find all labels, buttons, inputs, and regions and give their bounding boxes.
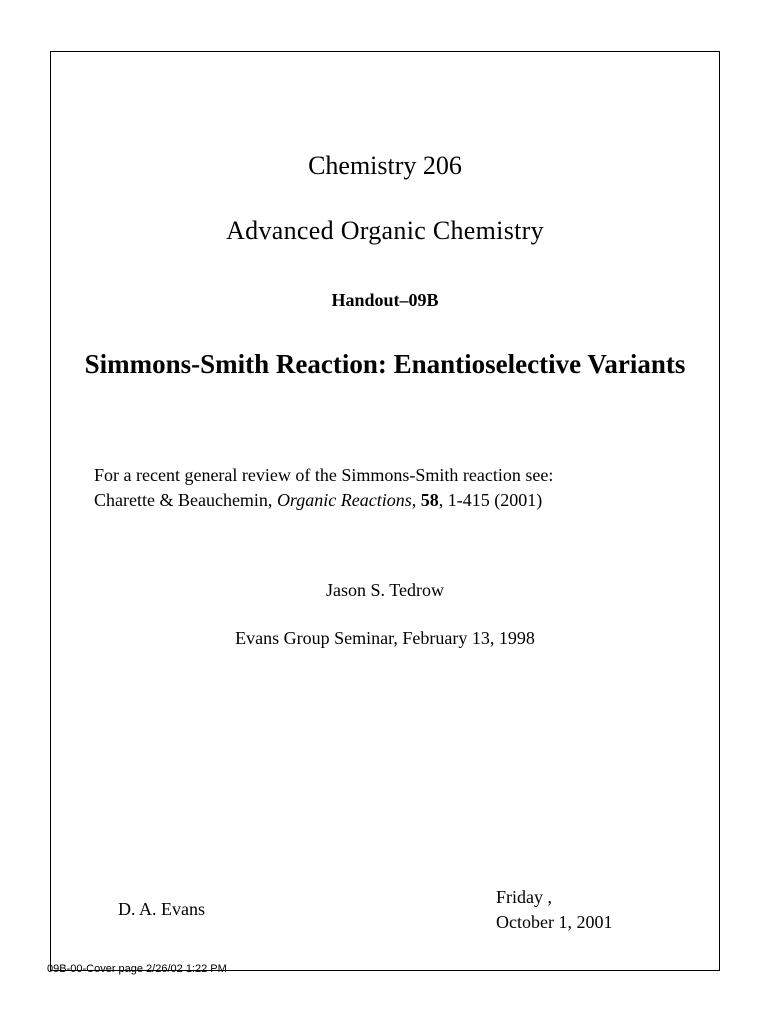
file-stamp: 09B-00-Cover page 2/26/02 1:22 PM [47,963,227,975]
seminar-info: Evans Group Seminar, February 13, 1998 [235,628,535,648]
course-number: Chemistry 206 [308,151,462,180]
review-citation [94,488,553,513]
presenter-name: D. A. Evans [118,899,205,919]
citation-journal: Organic Reactions [276,490,412,510]
course-title: Advanced Organic Chemistry [226,216,544,245]
citation-pages: , 1-415 (2001) [438,490,543,510]
date-block [496,885,612,935]
date-day: Friday , [496,887,552,907]
date-full: October 1, 2001 [496,912,613,932]
citation-comma: , [411,490,421,510]
citation-volume: 58 [420,490,439,510]
citation-authors: Charette & Beauchemin, [94,490,277,510]
review-reference [94,463,553,513]
handout-label: Handout–09B [331,290,439,310]
handout-title: Simmons-Smith Reaction: Enantioselective Variants [84,349,686,379]
review-intro: For a recent general review of the Simmons-Smith reaction see: [94,465,554,485]
author-name: Jason S. Tedrow [326,580,444,600]
